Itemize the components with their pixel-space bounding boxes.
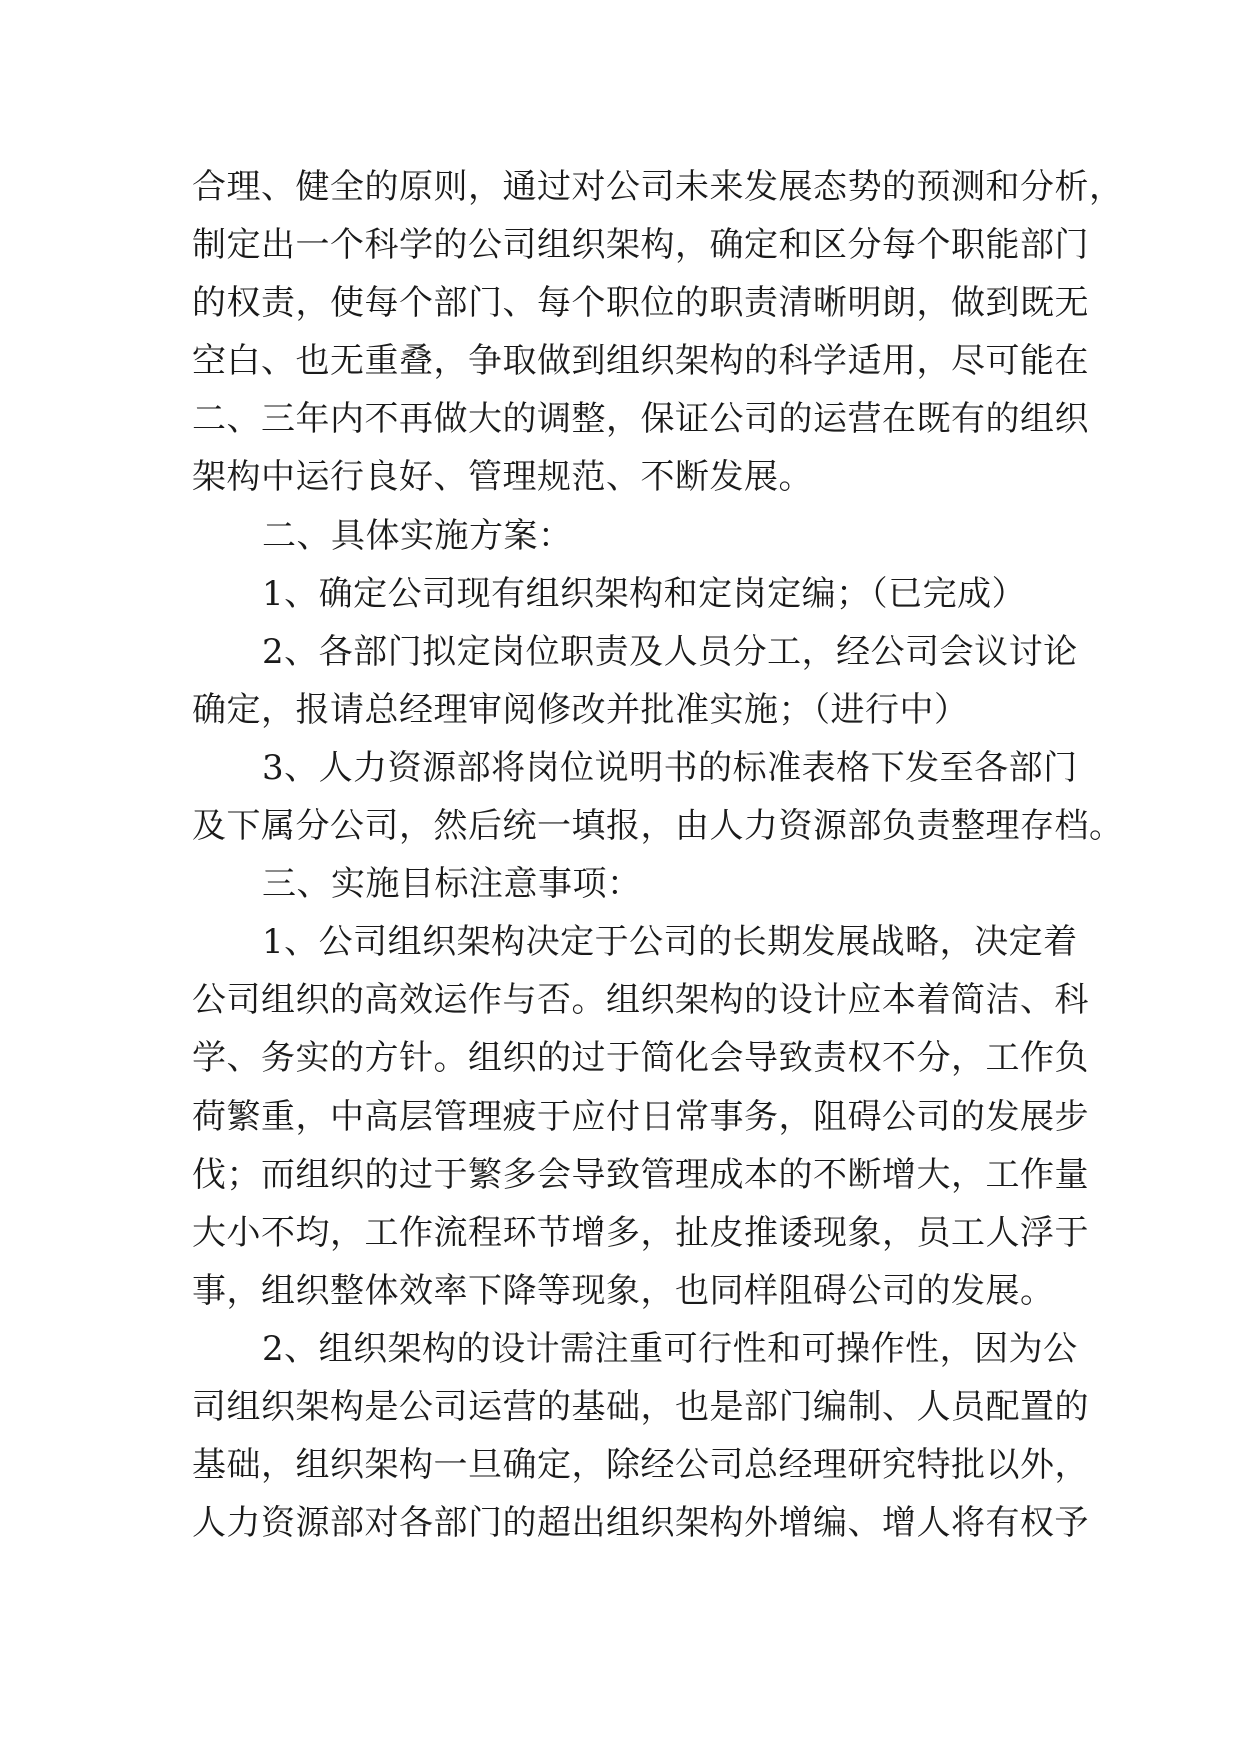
document-body: [192, 158, 1124, 1552]
text-line: 空白、也无重叠，争取做到组织架构的科学适用，尽可能在: [192, 341, 1089, 382]
text-line: 大小不均，工作流程环节增多，扯皮推诿现象，员工人浮于: [192, 1212, 1089, 1253]
text-line: 公司组织的高效运作与否。组织架构的设计应本着简洁、科: [192, 980, 1089, 1021]
text-line: 2、组织架构的设计需注重可行性和可操作性，因为公: [262, 1328, 1078, 1369]
text-line: 事，组织整体效率下降等现象，也同样阻碍公司的发展。: [192, 1270, 1055, 1311]
text-line: 二、三年内不再做大的调整，保证公司的运营在既有的组织: [192, 399, 1089, 440]
text-line: 学、务实的方针。组织的过于简化会导致责权不分，工作负: [192, 1038, 1089, 1079]
text-line: 合理、健全的原则，通过对公司未来发展态势的预测和分析，: [192, 167, 1124, 207]
text-line: 司组织架构是公司运营的基础，也是部门编制、人员配置的: [192, 1386, 1089, 1427]
text-line: 荷繁重，中高层管理疲于应付日常事务，阻碍公司的发展步: [192, 1096, 1089, 1137]
text-line: 1、确定公司现有组织架构和定岗定编；（已完成）: [262, 573, 1027, 614]
text-line: 确定，报请总经理审阅修改并批准实施；（进行中）: [192, 689, 969, 730]
section-heading: 二、具体实施方案：: [262, 515, 573, 556]
text-line: 及下属分公司，然后统一填报，由人力资源部负责整理存档。: [192, 806, 1124, 847]
text-line: 3、人力资源部将岗位说明书的标准表格下发至各部门: [262, 747, 1078, 788]
text-line: 架构中运行良好、管理规范、不断发展。: [192, 457, 813, 498]
text-line: 伐；而组织的过于繁多会导致管理成本的不断增大，工作量: [192, 1154, 1089, 1195]
section-heading: 三、实施目标注意事项：: [262, 864, 642, 905]
text-line: 人力资源部对各部门的超出组织架构外增编、增人将有权予: [192, 1503, 1089, 1544]
text-line: 制定出一个科学的公司组织架构，确定和区分每个职能部门: [192, 225, 1089, 266]
text-line: 2、各部门拟定岗位职责及人员分工，经公司会议讨论: [262, 631, 1078, 672]
text-line: 1、公司组织架构决定于公司的长期发展战略，决定着: [262, 922, 1078, 963]
text-line: 的权责，使每个部门、每个职位的职责清晰明朗，做到既无: [192, 283, 1089, 324]
text-line: 基础，组织架构一旦确定，除经公司总经理研究特批以外，: [192, 1445, 1089, 1486]
